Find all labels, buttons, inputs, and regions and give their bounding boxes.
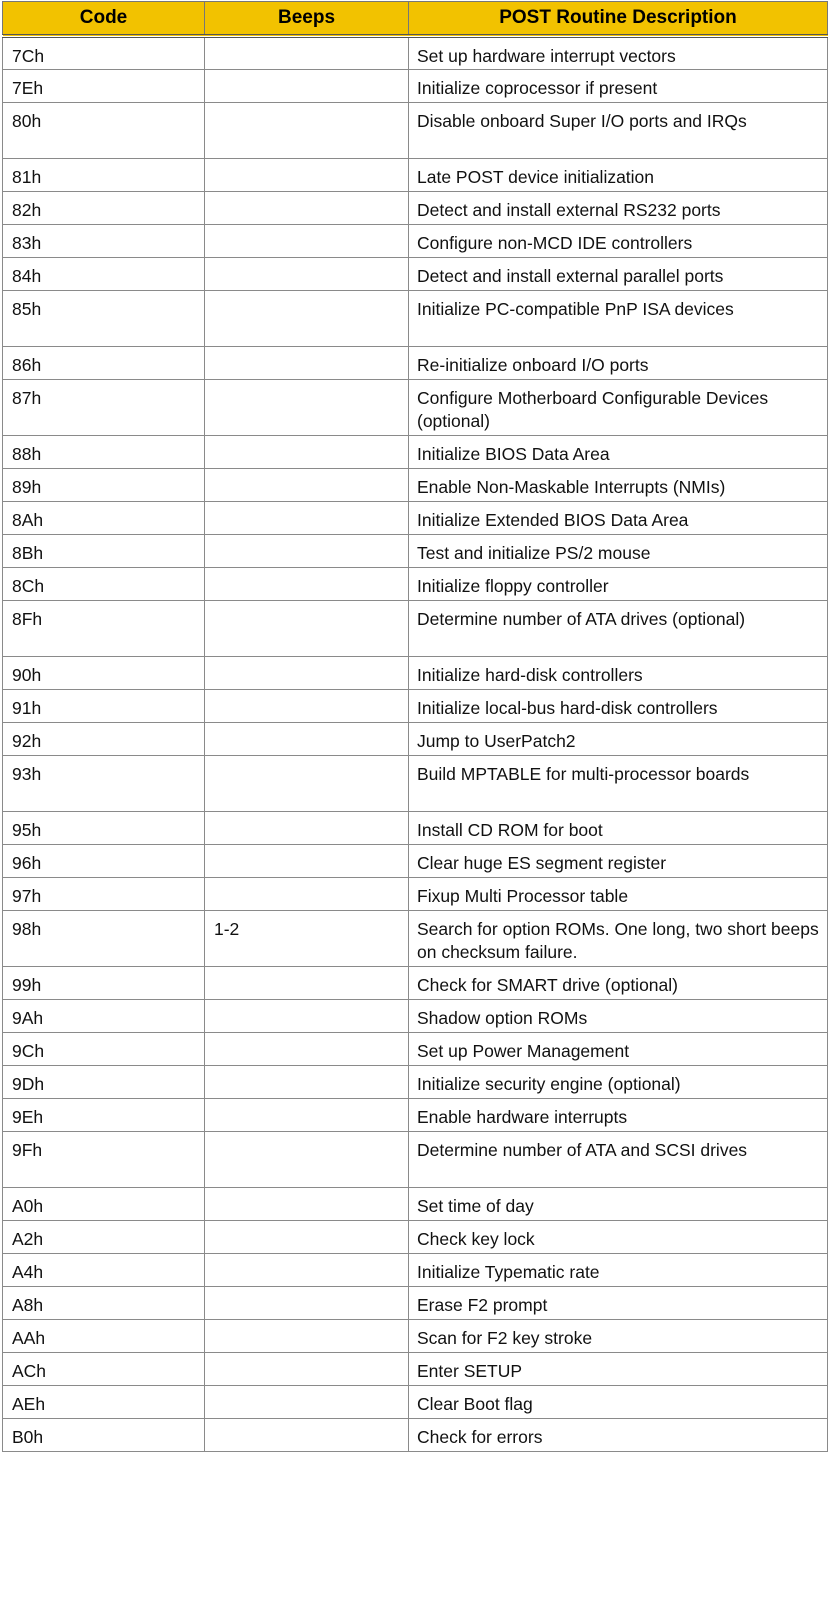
cell-beeps <box>205 1220 409 1253</box>
cell-beeps <box>205 468 409 501</box>
table-row <box>3 722 828 755</box>
table-row <box>3 844 828 877</box>
cell-code: ACh <box>3 1352 205 1385</box>
cell-description: Test and initialize PS/2 mouse <box>409 534 828 567</box>
table-row <box>3 910 828 966</box>
cell-beeps <box>205 69 409 102</box>
cell-beeps <box>205 1131 409 1187</box>
cell-beeps <box>205 191 409 224</box>
cell-code: 8Bh <box>3 534 205 567</box>
table-row <box>3 1418 828 1451</box>
cell-description: Set up hardware interrupt vectors <box>409 36 828 69</box>
table-row <box>3 966 828 999</box>
cell-code: 98h <box>3 910 205 966</box>
table-row <box>3 69 828 102</box>
post-code-table <box>2 1 828 1452</box>
cell-code: A4h <box>3 1253 205 1286</box>
table-row <box>3 877 828 910</box>
cell-beeps <box>205 346 409 379</box>
cell-beeps <box>205 1319 409 1352</box>
cell-beeps <box>205 999 409 1032</box>
cell-description: Search for option ROMs. One long, two short beeps on checksum failure. <box>409 910 828 966</box>
cell-beeps <box>205 567 409 600</box>
cell-code: AEh <box>3 1385 205 1418</box>
cell-description: Detect and install external RS232 ports <box>409 191 828 224</box>
cell-description: Check for SMART drive (optional) <box>409 966 828 999</box>
cell-code: 99h <box>3 966 205 999</box>
cell-description: Set time of day <box>409 1187 828 1220</box>
table-row <box>3 1065 828 1098</box>
cell-description: Initialize BIOS Data Area <box>409 435 828 468</box>
header-description: POST Routine Description <box>409 2 828 37</box>
cell-description: Configure non-MCD IDE controllers <box>409 224 828 257</box>
table-row <box>3 600 828 656</box>
table-row <box>3 1131 828 1187</box>
cell-beeps <box>205 224 409 257</box>
cell-code: 9Eh <box>3 1098 205 1131</box>
cell-description: Configure Motherboard Configurable Devices (optional) <box>409 379 828 435</box>
table-row <box>3 811 828 844</box>
cell-beeps <box>205 102 409 158</box>
cell-beeps <box>205 1187 409 1220</box>
cell-description: Clear Boot flag <box>409 1385 828 1418</box>
cell-description: Enter SETUP <box>409 1352 828 1385</box>
cell-description: Jump to UserPatch2 <box>409 722 828 755</box>
cell-code: 95h <box>3 811 205 844</box>
cell-beeps <box>205 877 409 910</box>
cell-code: 84h <box>3 257 205 290</box>
cell-description: Erase F2 prompt <box>409 1286 828 1319</box>
table-row <box>3 346 828 379</box>
table-row <box>3 1032 828 1065</box>
cell-description: Initialize security engine (optional) <box>409 1065 828 1098</box>
cell-code: 80h <box>3 102 205 158</box>
table-row <box>3 158 828 191</box>
cell-code: A8h <box>3 1286 205 1319</box>
cell-code: 9Ch <box>3 1032 205 1065</box>
cell-code: 7Eh <box>3 69 205 102</box>
cell-code: AAh <box>3 1319 205 1352</box>
cell-description: Late POST device initialization <box>409 158 828 191</box>
cell-beeps <box>205 534 409 567</box>
cell-beeps <box>205 1352 409 1385</box>
cell-description: Check key lock <box>409 1220 828 1253</box>
cell-description: Initialize Extended BIOS Data Area <box>409 501 828 534</box>
cell-beeps <box>205 1253 409 1286</box>
cell-description: Enable Non-Maskable Interrupts (NMIs) <box>409 468 828 501</box>
cell-beeps <box>205 811 409 844</box>
cell-description: Initialize PC-compatible PnP ISA devices <box>409 290 828 346</box>
cell-description: Build MPTABLE for multi-processor boards <box>409 755 828 811</box>
cell-description: Install CD ROM for boot <box>409 811 828 844</box>
cell-code: 97h <box>3 877 205 910</box>
cell-code: 87h <box>3 379 205 435</box>
cell-code: 92h <box>3 722 205 755</box>
cell-description: Detect and install external parallel ports <box>409 257 828 290</box>
table-row <box>3 36 828 69</box>
cell-description: Initialize coprocessor if present <box>409 69 828 102</box>
table-row <box>3 534 828 567</box>
cell-description: Determine number of ATA and SCSI drives <box>409 1131 828 1187</box>
cell-description: Clear huge ES segment register <box>409 844 828 877</box>
cell-beeps <box>205 36 409 69</box>
table-row <box>3 435 828 468</box>
cell-beeps <box>205 1286 409 1319</box>
table-row <box>3 191 828 224</box>
cell-description: Scan for F2 key stroke <box>409 1319 828 1352</box>
cell-description: Disable onboard Super I/O ports and IRQs <box>409 102 828 158</box>
table-row <box>3 567 828 600</box>
cell-code: 82h <box>3 191 205 224</box>
cell-description: Shadow option ROMs <box>409 999 828 1032</box>
cell-description: Initialize local-bus hard-disk controllers <box>409 689 828 722</box>
table-row <box>3 1286 828 1319</box>
cell-beeps <box>205 379 409 435</box>
table-row <box>3 1220 828 1253</box>
table-row <box>3 1352 828 1385</box>
table-header-row <box>3 2 828 37</box>
table-row <box>3 501 828 534</box>
cell-beeps <box>205 966 409 999</box>
table-row <box>3 102 828 158</box>
table-row <box>3 468 828 501</box>
table-row <box>3 1253 828 1286</box>
cell-code: 83h <box>3 224 205 257</box>
cell-beeps <box>205 1418 409 1451</box>
table-row <box>3 290 828 346</box>
cell-beeps <box>205 435 409 468</box>
cell-description: Initialize hard-disk controllers <box>409 656 828 689</box>
cell-code: 81h <box>3 158 205 191</box>
table-row <box>3 656 828 689</box>
table-row <box>3 1098 828 1131</box>
cell-code: 9Ah <box>3 999 205 1032</box>
cell-description: Fixup Multi Processor table <box>409 877 828 910</box>
cell-beeps <box>205 600 409 656</box>
cell-code: 96h <box>3 844 205 877</box>
cell-beeps <box>205 1385 409 1418</box>
cell-code: 8Fh <box>3 600 205 656</box>
cell-code: A2h <box>3 1220 205 1253</box>
cell-code: 89h <box>3 468 205 501</box>
cell-code: 93h <box>3 755 205 811</box>
cell-beeps <box>205 656 409 689</box>
cell-beeps <box>205 755 409 811</box>
cell-description: Initialize Typematic rate <box>409 1253 828 1286</box>
cell-beeps <box>205 1032 409 1065</box>
cell-description: Check for errors <box>409 1418 828 1451</box>
cell-beeps <box>205 501 409 534</box>
cell-code: 86h <box>3 346 205 379</box>
cell-code: 7Ch <box>3 36 205 69</box>
cell-beeps <box>205 290 409 346</box>
table-row <box>3 1319 828 1352</box>
cell-description: Initialize floppy controller <box>409 567 828 600</box>
header-code: Code <box>3 2 205 37</box>
cell-code: 8Ch <box>3 567 205 600</box>
cell-code: 85h <box>3 290 205 346</box>
table-row <box>3 257 828 290</box>
cell-beeps <box>205 1065 409 1098</box>
cell-description: Re-initialize onboard I/O ports <box>409 346 828 379</box>
cell-code: 88h <box>3 435 205 468</box>
cell-description: Determine number of ATA drives (optional) <box>409 600 828 656</box>
table-row <box>3 1385 828 1418</box>
cell-beeps <box>205 257 409 290</box>
cell-beeps <box>205 1098 409 1131</box>
cell-description: Enable hardware interrupts <box>409 1098 828 1131</box>
cell-beeps <box>205 158 409 191</box>
cell-code: 9Dh <box>3 1065 205 1098</box>
table-row <box>3 999 828 1032</box>
cell-code: A0h <box>3 1187 205 1220</box>
cell-beeps: 1-2 <box>205 910 409 966</box>
table-row <box>3 379 828 435</box>
cell-beeps <box>205 689 409 722</box>
cell-code: 91h <box>3 689 205 722</box>
cell-description: Set up Power Management <box>409 1032 828 1065</box>
cell-code: 90h <box>3 656 205 689</box>
cell-code: B0h <box>3 1418 205 1451</box>
table-row <box>3 755 828 811</box>
table-body <box>3 36 828 1451</box>
table-row <box>3 1187 828 1220</box>
header-beeps: Beeps <box>205 2 409 37</box>
table-row <box>3 689 828 722</box>
cell-code: 9Fh <box>3 1131 205 1187</box>
cell-beeps <box>205 844 409 877</box>
table-row <box>3 224 828 257</box>
cell-code: 8Ah <box>3 501 205 534</box>
cell-beeps <box>205 722 409 755</box>
